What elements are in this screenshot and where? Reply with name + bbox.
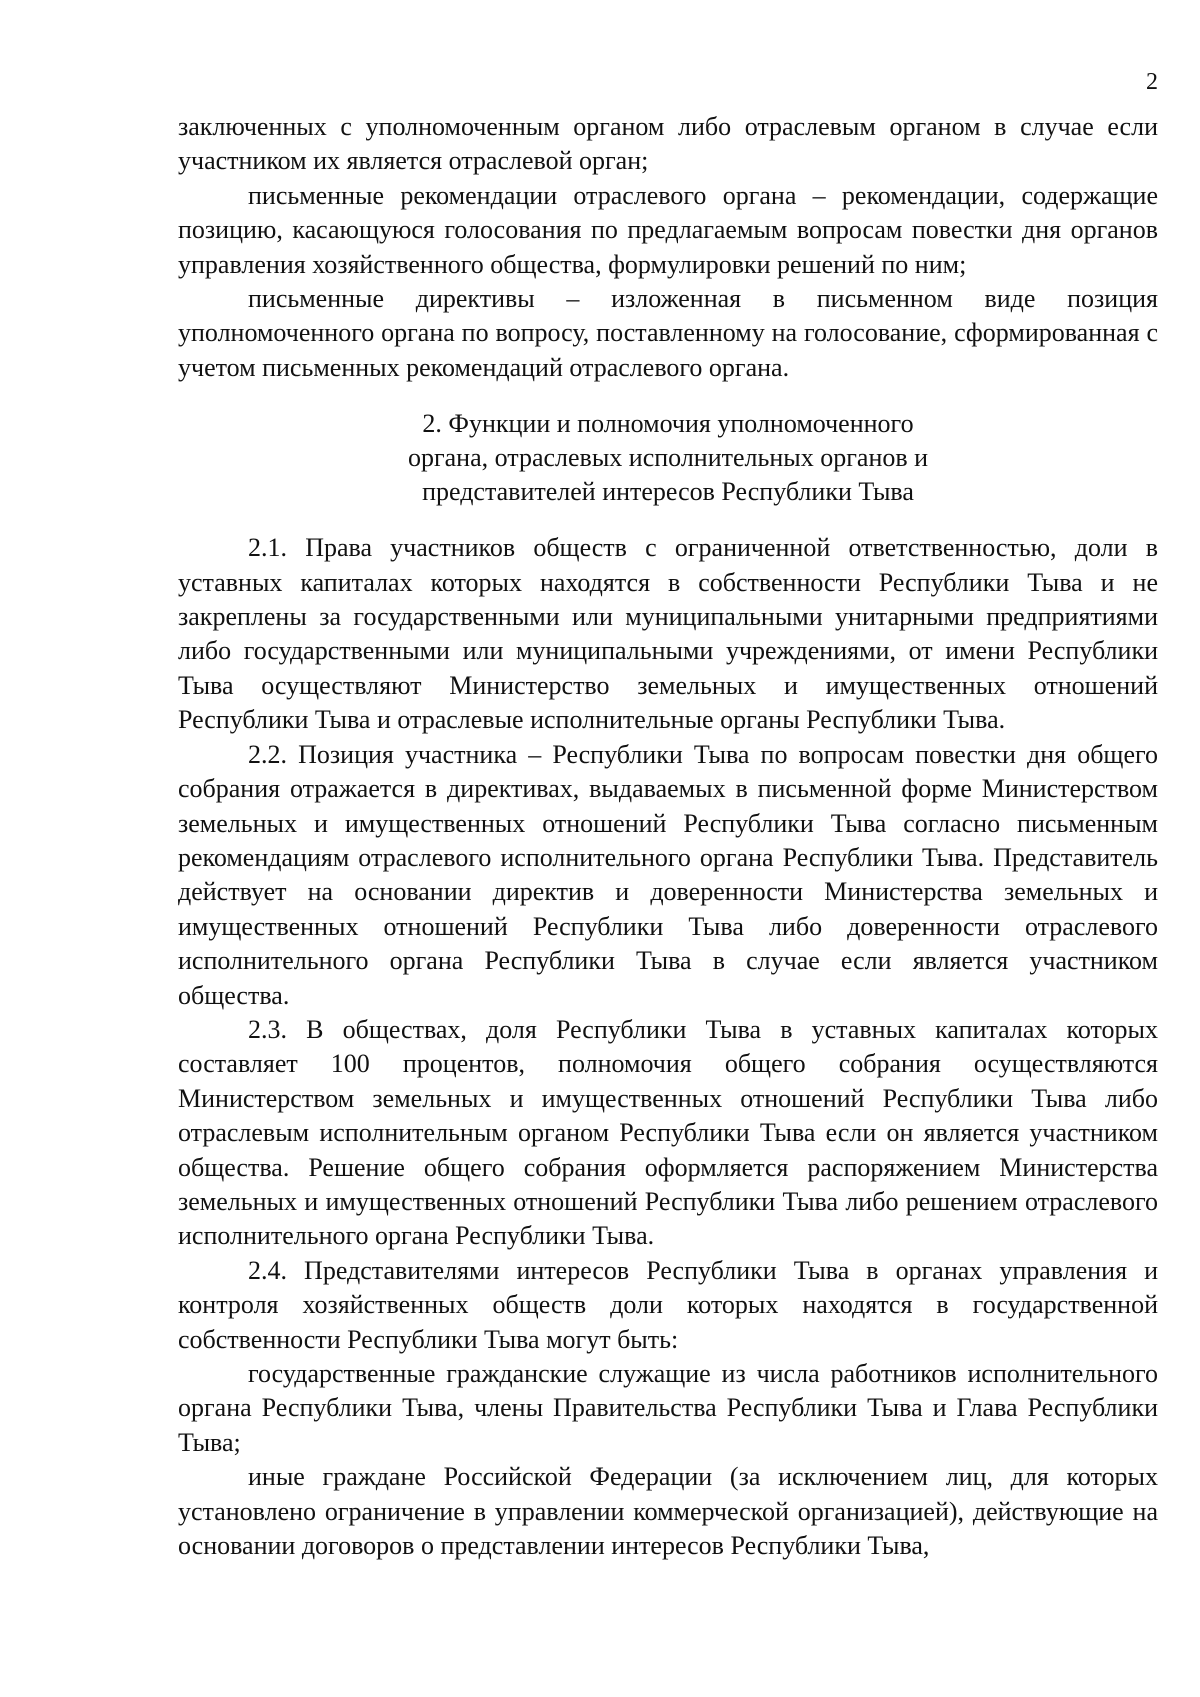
section-heading-line-3: представителей интересов Республики Тыва	[422, 477, 914, 507]
page-number: 2	[1146, 69, 1158, 95]
section-heading-line-2: органа, отраслевых исполнительных органов и	[407, 443, 929, 473]
paragraph-continued-definition: заключенных с уполномоченным органом либо отраслевым органом в случае если участником их является отраслевой орган;	[178, 112, 1158, 176]
paragraph-2-1: 2.1. Права участников обществ с ограниченной ответственностью, доли в уставных капиталах которых находятся в собственности Республики Тыва и не закреплены за государственными или муниципальными унитарными предприятиями либо государственными или муниципальными учреждениями, от имени Республики Тыва осуществляют Министерство земельных и имущественных отношений Республики Тыва и отраслевые исполнительные органы Республики Тыва.	[178, 533, 1158, 735]
section-heading	[178, 407, 1158, 509]
paragraph-written-recommendations: письменные рекомендации отраслевого органа – рекомендации, содержащие позицию, касающуюся голосования по предлагаемым вопросам повестки дня органов управления хозяйственного общества, формулировки решений по ним;	[178, 180, 1158, 279]
document-body	[178, 110, 1158, 1563]
paragraph-2-2: 2.2. Позиция участника – Республики Тыва по вопросам повестки дня общего собрания отражается в директивах, выдаваемых в письменной форме Министерством земельных и имущественных отношений Республики Тыва согласно письменным рекомендациям отраслевого исполнительного органа Республики Тыва. Представитель действует на основании директив и доверенности Министерства земельных и имущественных отношений Республики Тыва либо доверенности отраслевого исполнительного органа Республики Тыва в случае если является участником общества.	[178, 739, 1158, 1010]
paragraph-written-directives: письменные директивы – изложенная в письменном виде позиция уполномоченного органа по вопросу, поставленному на голосование, сформированная с учетом письменных рекомендаций отраслевого органа.	[178, 284, 1158, 382]
paragraph-2-4-other-citizens: иные граждане Российской Федерации (за исключением лиц, для которых установлено ограничение в управлении коммерческой организацией), действующие на основании договоров о представлении интересов Республики Тыва,	[178, 1462, 1158, 1561]
paragraph-2-3: 2.3. В обществах, доля Республики Тыва в уставных капиталах которых составляет 100 процентов, полномочия общего собрания осуществляются Министерством земельных и имущественных отношений Республики Тыва либо отраслевым исполнительным органом Республики Тыва если он является участником общества. Решение общего собрания оформляется распоряжением Министерства земельных и имущественных отношений Республики Тыва либо решением отраслевого исполнительного органа Республики Тыва.	[178, 1014, 1158, 1251]
paragraph-2-4-civil-servants: государственные гражданские служащие из числа работников исполнительного органа Республики Тыва, члены Правительства Республики Тыва и Глава Республики Тыва;	[178, 1359, 1158, 1457]
section-heading-line-1: 2. Функции и полномочия уполномоченного	[422, 409, 914, 439]
paragraph-2-4: 2.4. Представителями интересов Республики Тыва в органах управления и контроля хозяйственных обществ доли которых находятся в государственной собственности Республики Тыва могут быть:	[178, 1255, 1158, 1354]
